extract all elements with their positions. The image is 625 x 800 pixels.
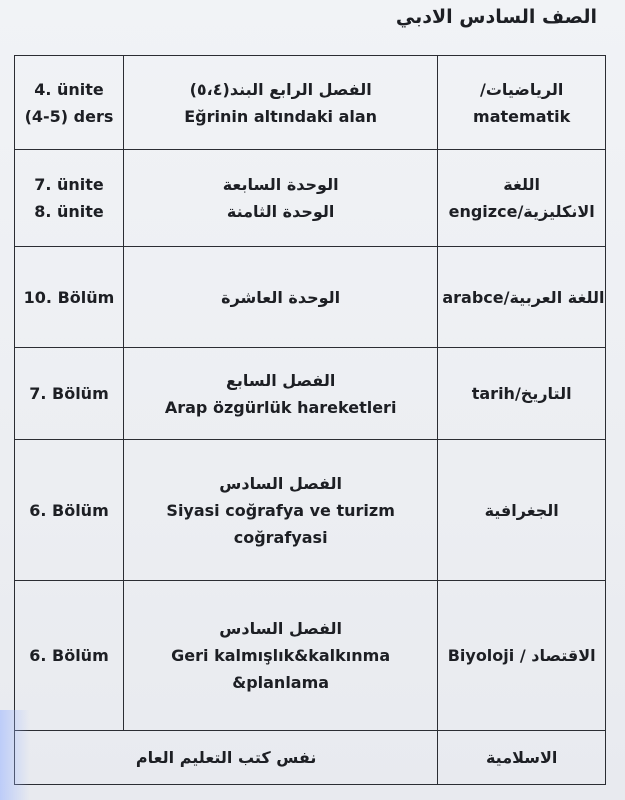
subject-arabic: اللغة xyxy=(503,175,541,194)
table-row xyxy=(15,581,606,731)
unit-cell xyxy=(15,440,124,581)
topic-arabic: الفصل السابع xyxy=(225,370,336,390)
unit-line: 6. Bölüm xyxy=(29,500,109,520)
subject-mixed: engizce/الانكليزية xyxy=(448,202,595,221)
subject-cell xyxy=(438,56,606,150)
unit-line: 10. Bölüm xyxy=(23,287,115,307)
unit-line: 8. ünite xyxy=(34,202,104,221)
subject-arabic: الاسلامية xyxy=(485,748,558,767)
topic-turkish: &planlama xyxy=(232,673,330,692)
topic-cell xyxy=(123,247,437,348)
topic-cell xyxy=(123,348,437,440)
unit-line: 6. Bölüm xyxy=(29,646,109,665)
table-row xyxy=(15,247,606,348)
subject-cell xyxy=(438,348,606,440)
subject-mixed: tarih/التاريخ xyxy=(471,384,572,403)
topic-turkish: Eğrinin altındaki alan xyxy=(184,106,378,126)
unit-line: 4. ünite xyxy=(34,79,104,99)
unit-cell xyxy=(15,247,124,348)
topic-arabic: الوحدة العاشرة xyxy=(221,287,341,307)
topic-arabic: الوحدة الثامنة xyxy=(226,202,335,221)
topic-cell xyxy=(123,581,437,731)
subject-arabic: الرياضيات/ xyxy=(479,79,564,99)
unit-line: 7. ünite xyxy=(34,175,104,194)
merged-cell xyxy=(15,731,438,785)
page-title: الصف السادس الادبي xyxy=(395,6,597,28)
page-stain xyxy=(0,710,30,800)
subject-arabic: الجغرافية xyxy=(484,500,559,520)
curriculum-table xyxy=(14,55,606,785)
topic-arabic: الفصل الرابع البند(٥،٤) xyxy=(189,79,372,99)
topic-arabic: الفصل السادس xyxy=(219,619,342,638)
table-row xyxy=(15,56,606,150)
subject-mixed: Biyoloji / الاقتصاد xyxy=(447,646,596,665)
topic-turkish: coğrafyasi xyxy=(233,527,328,547)
unit-line: (4-5) ders xyxy=(24,106,114,126)
subject-cell xyxy=(438,247,606,348)
subject-mixed: arabce/اللغة العربية xyxy=(442,287,605,307)
merged-text: نفس كتب التعليم العام xyxy=(135,748,317,767)
topic-turkish: Arap özgürlük hareketleri xyxy=(164,397,397,417)
unit-cell xyxy=(15,150,124,247)
subject-cell xyxy=(438,440,606,581)
table-row xyxy=(15,440,606,581)
unit-cell xyxy=(15,581,124,731)
table-row xyxy=(15,348,606,440)
table-row xyxy=(15,731,606,785)
unit-line: 7. Bölüm xyxy=(29,384,109,403)
unit-cell xyxy=(15,56,124,150)
topic-cell xyxy=(123,440,437,581)
table-row xyxy=(15,150,606,247)
topic-turkish: Geri kalmışlık&kalkınma xyxy=(171,646,391,665)
topic-cell xyxy=(123,150,437,247)
topic-turkish: Siyasi coğrafya ve turizm xyxy=(166,500,395,520)
unit-cell xyxy=(15,348,124,440)
topic-cell xyxy=(123,56,437,150)
subject-turkish: matematik xyxy=(473,106,571,126)
topic-arabic: الوحدة السابعة xyxy=(222,175,339,194)
subject-cell xyxy=(438,150,606,247)
subject-cell xyxy=(438,731,606,785)
subject-cell xyxy=(438,581,606,731)
topic-arabic: الفصل السادس xyxy=(219,473,342,493)
